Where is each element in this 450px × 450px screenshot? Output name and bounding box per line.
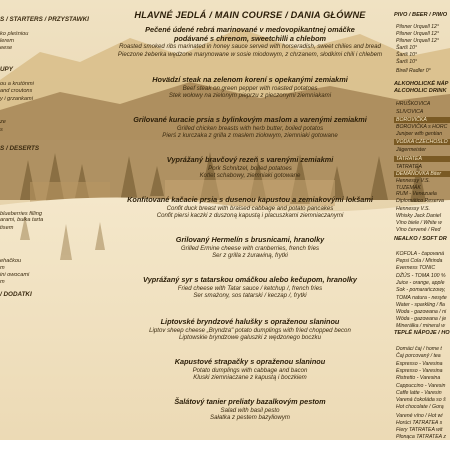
- main-course-title: HLAVNÉ JEDLÁ / MAIN COURSE / DANIA GŁÓWNE: [134, 10, 366, 20]
- drink-item: Pepsi Cola / Mirinda: [396, 258, 443, 264]
- drink-item: Domáci čaj / home t: [396, 346, 442, 352]
- drink-item: Hennessy V.S.: [396, 206, 430, 212]
- dish-entry: [104, 76, 396, 100]
- left-menu-item: m: [0, 265, 5, 271]
- left-menu-item: eese: [0, 45, 13, 51]
- drink-item: Šariš 10°: [396, 59, 418, 65]
- drink-item: Water - sparkling / fla: [396, 302, 445, 308]
- drink-item: KOFOLA - čapovaná: [396, 251, 444, 257]
- drink-item: Whisky Jack Daniel: [396, 213, 441, 219]
- dish-description: Liptowskie bryndzowe galuszki z wędzonego boczku: [179, 334, 321, 342]
- drink-item: Jägermeister: [396, 147, 426, 153]
- drink-item: Juice - orange, apple: [396, 280, 445, 286]
- drink-item: BOROVIČKA: [394, 117, 450, 123]
- dish-name: Konfitované kačacie prsia s dusenou kapustou a zemiakovými lokšami: [127, 195, 373, 204]
- dish-name-continued: podávané s chrenom, sweetchilli a chlebom: [173, 33, 327, 43]
- drink-item: Sok - pomarańczowy,: [396, 287, 446, 293]
- dish-description: Confit duck breast with braised cabbage and potato pancakes: [166, 204, 334, 212]
- drink-item: Wóda - gazowana / je: [396, 316, 447, 322]
- drink-item: Diplomático Reserva: [396, 198, 444, 204]
- dish-description: Potato dumplings with cabbage and bacon: [192, 366, 308, 374]
- drink-item: Płonąca TATRATEA z: [396, 434, 446, 440]
- drink-item: Šariš 10°: [396, 45, 418, 51]
- dish-description: Fried cheese with Tatar sauce / ketchup /, french fries: [177, 284, 323, 292]
- dish-entry: [104, 236, 396, 260]
- drink-item: Fiery TATRATEA wit: [396, 427, 443, 433]
- drinks-section-header: TEPLÉ NÁPOJE / HO: [394, 330, 450, 336]
- dish-name: Kapustové strapačky s opraženou slaninou: [174, 357, 326, 366]
- drink-item: TOMA natura - nesyte: [396, 295, 447, 301]
- left-menu-item: lerem: [0, 38, 14, 44]
- dish-entry: [104, 276, 396, 300]
- dish-entry: [104, 318, 396, 342]
- dish-description: Ser z grilla z żurawiną, frytki: [212, 252, 288, 260]
- dish-entry: [104, 398, 396, 422]
- drink-item: TATRATEA: [396, 164, 422, 170]
- drink-item: Caffe latte - Varesin: [396, 390, 442, 396]
- left-menu-item: ko pleśniou: [0, 31, 29, 37]
- drinks-section-header: ALCOHOLIC DRINK: [394, 88, 447, 94]
- left-menu-item: blueberries filling: [0, 211, 42, 217]
- dish-entry: [104, 26, 396, 58]
- left-menu-item: ou a krutónmi: [0, 81, 34, 87]
- drinks-section-header: NEALKO / SOFT DR: [394, 236, 447, 242]
- dish-description: Liptov sheep cheese „Bryndza" potato dumplings with fried chopped becon: [149, 326, 351, 334]
- dish-description: Sałatka z pestem bazyliowym: [210, 414, 290, 422]
- left-menu-item: and croutons: [0, 88, 33, 94]
- drink-item: Ristretto - Varesina: [396, 375, 441, 381]
- drink-item: Minerálka / mineral w: [396, 323, 446, 329]
- dish-name: Šalátový tanier preliaty bazalkovým pestom: [174, 397, 326, 406]
- left-menu-item: arami, bułka tarta: [0, 217, 44, 223]
- dish-description: Stek wołowy na zielonym pieprzu z pieczonymi ziemniakami: [168, 92, 332, 100]
- dish-description: Pork Schnitzel, boiled potatoes: [208, 164, 292, 172]
- dish-name: Pečené údené rebrá marinované v medovopikantnej omáčke: [145, 25, 355, 34]
- dish-description: Kluski ziemniaczane z kapustą i boczkiem: [193, 374, 307, 382]
- dish-description: Ser smażony, sos tatarski / keczap /, frytki: [193, 292, 307, 300]
- dish-name: Hovädzí steak na zelenom korení s opekanými zemiakmi: [152, 75, 348, 84]
- left-section-header: UPY: [0, 66, 13, 73]
- drinks-section-header: ALKOHOLICKÉ NÁP: [394, 81, 449, 87]
- dish-entry: [104, 196, 396, 220]
- drink-item: TATRATEA: [394, 156, 450, 162]
- left-menu-item: ehačkou: [0, 258, 22, 264]
- left-menu-item: m: [0, 279, 5, 285]
- drink-item: Čaj porcovaný / tea: [396, 353, 441, 359]
- dish-description: Kotlet schabowy, ziemniaki gotowane: [199, 172, 301, 180]
- dish-description: Confit piersi kaczki z duszoną kapustą i placuszkami ziemniaczanymi: [156, 212, 344, 220]
- drink-item: HRUŠKOVICA: [396, 101, 431, 107]
- drink-item: Šariš 10°: [396, 52, 418, 58]
- drink-item: Hennessy V.S.: [396, 178, 430, 184]
- drinks-section-header: PIVO / BEER / PIWO: [394, 12, 448, 18]
- dish-name: Grilovaný Hermelín s brusnicami, hranolky: [175, 235, 325, 244]
- left-menu-item: ze: [0, 119, 6, 125]
- dish-name: Liptovské bryndzové halušky s opraženou slaninou: [160, 317, 340, 326]
- dish-name: Vyprážaný bravčový rezeň s varenými zemiakmi: [166, 155, 334, 164]
- drink-item: Hot chocolate / Gorą: [396, 404, 444, 410]
- left-menu-item: tisem: [0, 225, 14, 231]
- drink-item: Espresso - Varesina: [396, 361, 443, 367]
- drink-item: Birell Radler 0°: [396, 68, 431, 74]
- drink-item: Víno biele / White w: [396, 220, 442, 226]
- left-section-header: S / STARTERS / PRZYSTAWKI: [0, 16, 89, 23]
- drink-item: Espresso - Varesina: [396, 368, 443, 374]
- dish-entry: [104, 156, 396, 180]
- left-menu-item: ini owocami: [0, 272, 30, 278]
- left-menu-item: y i grzankami: [0, 96, 33, 102]
- dish-entry: [104, 116, 396, 140]
- left-menu-item: s: [0, 127, 3, 133]
- dish-description: Roasted smoked ribs marinated in honey sauce served with horseradish, sweet chilies and bread: [119, 43, 381, 51]
- drink-item: RUM - Venezuela: [396, 191, 437, 197]
- dish-description: Salad with basil pesto: [220, 406, 280, 414]
- dish-entry: [104, 358, 396, 382]
- drink-item: Pilsner Urquell 12°: [396, 38, 440, 44]
- drink-item: TUZEMÁK: [396, 185, 421, 191]
- drink-item: Varené víno / Hot wi: [396, 413, 443, 419]
- dish-description: Beef steak on green pepper with roasted potatoes: [182, 84, 318, 92]
- drink-item: Varená čokoláda so š: [396, 397, 446, 403]
- dish-description: Grilled Ermine cheese with cranberries, french fries: [180, 244, 320, 252]
- drink-item: Woda - gazowana / ni: [396, 309, 447, 315]
- drink-item: Pilsner Urquell 12°: [396, 31, 440, 37]
- dish-name: Vyprážaný syr s tatarskou omáčkou alebo kečupom, hranolky: [143, 275, 357, 284]
- drink-item: Cappuccino - Varesin: [396, 383, 446, 389]
- dish-name: Grilované kuracie prsia s bylinkovým maslom a varenými zemiakmi: [133, 115, 367, 124]
- dish-description: Grilled chicken breasts with herb butter, boiled potatos: [176, 124, 324, 132]
- drink-item: Everness TONIC: [396, 265, 436, 271]
- left-section-header: S / DESERTS: [0, 145, 40, 152]
- drink-item: DEMÄNOVKA Biter: [394, 171, 450, 177]
- drink-item: Horúci TATRATEA s: [396, 420, 443, 426]
- drink-item: VODKA CZECHOSLO: [394, 139, 450, 145]
- drink-item: BOROVIČKA s HORC: [396, 124, 448, 130]
- left-section-header: / DODATKI: [0, 291, 32, 298]
- dish-description: Pierś z kurczaka z grilla z masłem ziołowym, ziemniaki gotowane: [162, 132, 338, 140]
- dish-description: Pieczone żeberka wędzone marynowane w sosie miodowym, z chrzanem, słodkimi chili i chlebem: [117, 50, 383, 58]
- drink-item: DŽÚS - TOMA 100 %: [396, 273, 446, 279]
- drink-item: Juniper with gentian: [396, 131, 443, 137]
- drink-item: Víno červené / Red: [396, 227, 441, 233]
- drink-item: SLIVOVICA: [396, 109, 424, 115]
- drink-item: Pilsner Urquell 12°: [396, 24, 440, 30]
